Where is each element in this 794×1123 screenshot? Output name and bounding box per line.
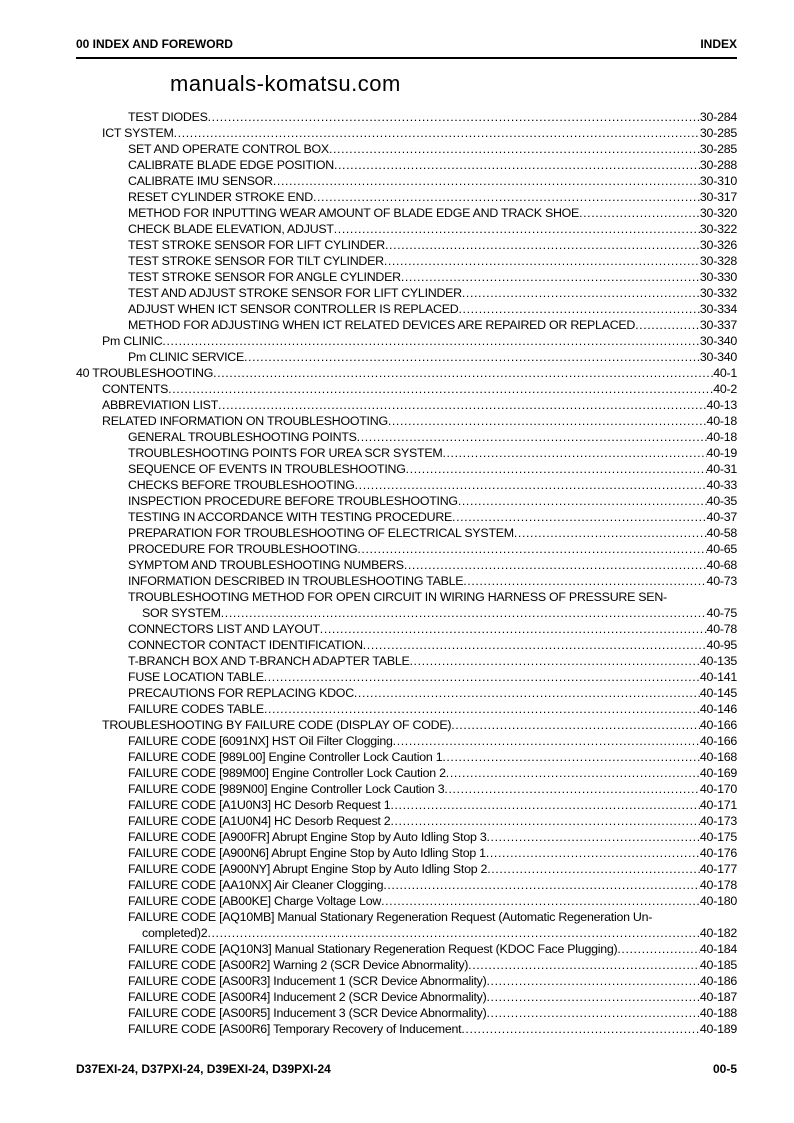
toc-entry-page: 30-285: [699, 126, 737, 140]
toc-entry-title: TEST AND ADJUST STROKE SENSOR FOR LIFT CYLINDER: [128, 286, 462, 300]
toc-entry-title: 40 TROUBLESHOOTING: [76, 366, 214, 380]
dot-leader: [174, 125, 700, 141]
toc-entry-page: 30-340: [699, 350, 737, 364]
toc-entry-title: FAILURE CODE [A900FR] Abrupt Engine Stop by Auto Idling Stop 3: [128, 830, 487, 844]
toc-entry[interactable]: [76, 765, 737, 781]
dot-leader: [244, 349, 700, 365]
page-number: 00-5: [712, 1062, 737, 1076]
dot-leader: [390, 797, 699, 813]
toc-entry[interactable]: [76, 589, 737, 605]
toc-entry[interactable]: [76, 477, 737, 493]
dot-leader: [334, 157, 700, 173]
toc-entry-title: FAILURE CODE [989M00] Engine Controller Lock Caution 2: [128, 766, 446, 780]
toc-entry[interactable]: [76, 109, 737, 125]
toc-entry-page: 40-1: [713, 366, 737, 380]
toc-entry-page: 30-288: [699, 158, 737, 172]
toc-entry[interactable]: [76, 989, 737, 1005]
toc-entry-title: FUSE LOCATION TABLE: [128, 670, 264, 684]
dot-leader: [452, 509, 707, 525]
toc-entry[interactable]: [76, 301, 737, 317]
dot-leader: [264, 669, 700, 685]
toc-entry-page: 30-284: [699, 110, 737, 124]
dot-leader: [383, 877, 700, 893]
toc-entry-title: SET AND OPERATE CONTROL BOX: [128, 142, 329, 156]
toc-entry[interactable]: [76, 333, 737, 349]
dot-leader: [393, 733, 700, 749]
dot-leader: [579, 205, 700, 221]
toc-entry[interactable]: [76, 1021, 737, 1037]
toc-entry-page: 30-320: [699, 206, 737, 220]
page-footer: [76, 1062, 737, 1076]
dot-leader: [635, 317, 700, 333]
dot-leader: [406, 461, 707, 477]
dot-leader: [208, 109, 700, 125]
toc-entry-page: 30-337: [699, 318, 737, 332]
toc-entry-title: TROUBLESHOOTING BY FAILURE CODE (DISPLAY OF CODE): [102, 718, 452, 732]
dot-leader: [461, 1021, 700, 1037]
toc-entry[interactable]: [76, 781, 737, 797]
toc-entry-title: CONNECTOR CONTACT IDENTIFICATION: [128, 638, 363, 652]
toc-entry-title: FAILURE CODE [989N00] Engine Controller Lock Caution 3: [128, 782, 445, 796]
toc-entry[interactable]: [76, 909, 737, 925]
dot-leader: [320, 621, 707, 637]
toc-entry-title: FAILURE CODE [AS00R2] Warning 2 (SCR Device Abnormality): [128, 958, 469, 972]
toc-entry-title: FAILURE CODE [AB00KE] Charge Voltage Low: [128, 894, 382, 908]
toc-entry-title: TROUBLESHOOTING POINTS FOR UREA SCR SYSTEM: [128, 446, 443, 460]
toc-entry-page: 40-68: [706, 558, 737, 572]
toc-entry-page: 30-340: [699, 334, 737, 348]
toc-entry-title: FAILURE CODE [A1U0N3] HC Desorb Request 1: [128, 798, 391, 812]
toc-entry[interactable]: [76, 717, 737, 733]
toc-entry[interactable]: [76, 525, 737, 541]
toc-entry-page: 40-180: [699, 894, 737, 908]
toc-entry-page: 40-184: [699, 942, 737, 956]
toc-entry-title: Pm CLINIC SERVICE: [128, 350, 245, 364]
dot-leader: [313, 189, 700, 205]
toc-entry-page: 40-73: [706, 574, 737, 588]
toc-entry[interactable]: [76, 877, 737, 893]
dot-leader: [162, 333, 700, 349]
toc-entry-title: FAILURE CODE [A900N6] Abrupt Engine Stop by Auto Idling Stop 1: [128, 846, 486, 860]
dot-leader: [442, 445, 706, 461]
toc-entry-page: 40-178: [699, 878, 737, 892]
toc-entry-title: FAILURE CODE [AS00R3] Inducement 1 (SCR Device Abnormality): [128, 974, 487, 988]
toc-entry-continuation[interactable]: [76, 925, 737, 941]
toc-entry-title: ABBREVIATION LIST: [102, 398, 219, 412]
toc-entry-title: CHECKS BEFORE TROUBLESHOOTING: [128, 478, 355, 492]
toc-entry[interactable]: [76, 349, 737, 365]
toc-entry-title: METHOD FOR INPUTTING WEAR AMOUNT OF BLADE EDGE AND TRACK SHOE: [128, 206, 580, 220]
toc-entry[interactable]: [76, 253, 737, 269]
dot-leader: [404, 557, 707, 573]
toc-entry[interactable]: [76, 861, 737, 877]
toc-entry-page: 40-145: [699, 686, 737, 700]
dot-leader: [355, 477, 707, 493]
toc-entry-title: FAILURE CODE [A900NY] Abrupt Engine Stop by Auto Idling Stop 2: [128, 862, 488, 876]
toc-entry-title: TEST DIODES: [128, 110, 208, 124]
toc-entry[interactable]: [76, 317, 737, 333]
toc-entry-page: 40-173: [699, 814, 737, 828]
dot-leader: [221, 605, 707, 621]
toc-entry[interactable]: [76, 845, 737, 861]
toc-entry-title: ICT SYSTEM: [102, 126, 174, 140]
toc-entry-title: FAILURE CODES TABLE: [128, 702, 264, 716]
dot-leader: [213, 365, 713, 381]
toc-entry[interactable]: [76, 365, 737, 381]
toc-entry-title: FAILURE CODE [AS00R4] Inducement 2 (SCR Device Abnormality): [128, 990, 487, 1004]
dot-leader: [451, 717, 700, 733]
dot-leader: [487, 973, 700, 989]
toc-entry[interactable]: [76, 749, 737, 765]
toc-entry-page: 40-187: [699, 990, 737, 1004]
toc-entry[interactable]: [76, 429, 737, 445]
toc-entry-page: 40-18: [706, 430, 737, 444]
dot-leader: [442, 749, 700, 765]
dot-leader: [462, 285, 700, 301]
toc-entry[interactable]: [76, 205, 737, 221]
dot-leader: [514, 525, 707, 541]
toc-entry-title: TEST STROKE SENSOR FOR TILT CYLINDER: [128, 254, 384, 268]
toc-entry-title: PREPARATION FOR TROUBLESHOOTING OF ELECTRICAL SYSTEM: [128, 526, 514, 540]
toc-entry[interactable]: [76, 797, 737, 813]
toc-entry-page: 30-332: [699, 286, 737, 300]
header-index-label: INDEX: [700, 37, 737, 51]
page-header: [76, 37, 737, 59]
dot-leader: [468, 957, 700, 973]
toc-entry[interactable]: [76, 957, 737, 973]
toc-entry-title: TROUBLESHOOTING METHOD FOR OPEN CIRCUIT IN WIRING HARNESS OF PRESSURE SEN-: [128, 590, 667, 604]
toc-entry-page: 40-146: [699, 702, 737, 716]
toc-entry-page: 40-135: [699, 654, 737, 668]
dot-leader: [487, 829, 700, 845]
toc-entry-title: INFORMATION DESCRIBED IN TROUBLESHOOTING TABLE: [128, 574, 464, 588]
toc-entry-title: GENERAL TROUBLESHOOTING POINTS: [128, 430, 357, 444]
toc-entry[interactable]: [76, 189, 737, 205]
toc-entry-title: FAILURE CODE [AS00R6] Temporary Recovery of Inducement: [128, 1022, 462, 1036]
toc-entry[interactable]: [76, 461, 737, 477]
toc-entry[interactable]: [76, 685, 737, 701]
toc-entry-page: 40-95: [706, 638, 737, 652]
toc-entry-page: 40-166: [699, 718, 737, 732]
dot-leader: [168, 381, 713, 397]
toc-entry-title: FAILURE CODE [A1U0N4] HC Desorb Request 2: [128, 814, 391, 828]
dot-leader: [401, 269, 700, 285]
toc-entry-page: 40-176: [699, 846, 737, 860]
toc-entry-page: 40-33: [706, 478, 737, 492]
toc-entry-page: 40-175: [699, 830, 737, 844]
dot-leader: [357, 541, 706, 557]
toc-entry[interactable]: [76, 173, 737, 189]
toc-entry[interactable]: [76, 157, 737, 173]
toc-entry[interactable]: [76, 701, 737, 717]
toc-entry[interactable]: [76, 621, 737, 637]
toc-entry-title: PRECAUTIONS FOR REPLACING KDOC: [128, 686, 354, 700]
toc-entry-title: FAILURE CODE [AS00R5] Inducement 3 (SCR Device Abnormality): [128, 1006, 487, 1020]
toc-entry-title: INSPECTION PROCEDURE BEFORE TROUBLESHOOTING: [128, 494, 458, 508]
toc-entry[interactable]: [76, 557, 737, 573]
toc-entry-page: 30-334: [699, 302, 737, 316]
dot-leader: [264, 701, 700, 717]
toc-entry[interactable]: [76, 893, 737, 909]
toc-entry-page: 40-13: [706, 398, 737, 412]
watermark: manuals-komatsu.com: [170, 71, 401, 96]
toc-entry-page: 40-166: [699, 734, 737, 748]
table-of-contents: [76, 109, 737, 1037]
dot-leader: [354, 685, 700, 701]
toc-entry[interactable]: [76, 829, 737, 845]
toc-entry[interactable]: [76, 237, 737, 253]
dot-leader: [487, 989, 700, 1005]
toc-entry-page: 30-322: [699, 222, 737, 236]
toc-entry[interactable]: [76, 637, 737, 653]
toc-entry-title: RESET CYLINDER STROKE END: [128, 190, 313, 204]
toc-entry-page: 30-317: [699, 190, 737, 204]
toc-entry-title: CALIBRATE BLADE EDGE POSITION: [128, 158, 334, 172]
toc-entry-page: 40-189: [699, 1022, 737, 1036]
dot-leader: [390, 813, 699, 829]
toc-entry-title: FAILURE CODE [AQ10N3] Manual Stationary Regeneration Request (KDOC Face Plugging): [128, 942, 618, 956]
toc-entry-title: FAILURE CODE [6091NX] HST Oil Filter Clogging: [128, 734, 393, 748]
toc-entry[interactable]: [76, 285, 737, 301]
toc-entry-page: 40-185: [699, 958, 737, 972]
toc-entry-title: CONTENTS: [102, 382, 169, 396]
dot-leader: [458, 493, 707, 509]
toc-entry-title: PROCEDURE FOR TROUBLESHOOTING: [128, 542, 358, 556]
toc-entry-page: 40-188: [699, 1006, 737, 1020]
dot-leader: [273, 173, 700, 189]
toc-entry[interactable]: [76, 941, 737, 957]
toc-entry-page: 40-186: [699, 974, 737, 988]
dot-leader: [357, 429, 707, 445]
toc-entry-title-continued: completed)2: [142, 926, 208, 940]
toc-entry-title: CONNECTORS LIST AND LAYOUT: [128, 622, 320, 636]
dot-leader: [486, 845, 700, 861]
toc-entry[interactable]: [76, 141, 737, 157]
toc-entry-continuation[interactable]: [76, 605, 737, 621]
toc-entry[interactable]: [76, 733, 737, 749]
toc-entry[interactable]: [76, 221, 737, 237]
toc-entry-title: FAILURE CODE [989L00] Engine Controller Lock Caution 1: [128, 750, 443, 764]
toc-entry-title: METHOD FOR ADJUSTING WHEN ICT RELATED DEVICES ARE REPAIRED OR REPLACED: [128, 318, 636, 332]
dot-leader: [334, 221, 700, 237]
toc-entry-page: 40-31: [706, 462, 737, 476]
toc-entry-page: 30-330: [699, 270, 737, 284]
toc-entry-page: 40-168: [699, 750, 737, 764]
toc-entry[interactable]: [76, 813, 737, 829]
toc-entry[interactable]: [76, 1005, 737, 1021]
dot-leader: [444, 781, 700, 797]
dot-leader: [617, 941, 700, 957]
toc-entry[interactable]: [76, 493, 737, 509]
dot-leader: [463, 573, 706, 589]
dot-leader: [487, 1005, 700, 1021]
toc-entry[interactable]: [76, 509, 737, 525]
toc-entry-title-continued: SOR SYSTEM: [142, 606, 221, 620]
dot-leader: [446, 765, 700, 781]
section-title: 00 INDEX AND FOREWORD: [76, 37, 233, 51]
toc-entry-page: 40-2: [713, 382, 737, 396]
toc-entry-title: TEST STROKE SENSOR FOR ANGLE CYLINDER: [128, 270, 401, 284]
toc-entry-title: RELATED INFORMATION ON TROUBLESHOOTING: [102, 414, 388, 428]
toc-entry-title: TEST STROKE SENSOR FOR LIFT CYLINDER: [128, 238, 385, 252]
toc-entry-title: T-BRANCH BOX AND T-BRANCH ADAPTER TABLE: [128, 654, 410, 668]
dot-leader: [458, 301, 699, 317]
toc-entry-page: 30-285: [699, 142, 737, 156]
toc-entry-page: 40-170: [699, 782, 737, 796]
toc-entry[interactable]: [76, 653, 737, 669]
dot-leader: [410, 653, 700, 669]
toc-entry-page: 30-326: [699, 238, 737, 252]
toc-entry-page: 40-19: [706, 446, 737, 460]
toc-entry[interactable]: [76, 269, 737, 285]
toc-entry-page: 40-18: [706, 414, 737, 428]
toc-entry-title: Pm CLINIC: [102, 334, 163, 348]
toc-entry-page: 30-310: [699, 174, 737, 188]
dot-leader: [487, 861, 700, 877]
dot-leader: [384, 253, 700, 269]
toc-entry-title: TESTING IN ACCORDANCE WITH TESTING PROCEDURE: [128, 510, 453, 524]
toc-entry-title: SYMPTOM AND TROUBLESHOOTING NUMBERS: [128, 558, 404, 572]
dot-leader: [329, 141, 700, 157]
toc-entry-page: 40-182: [699, 926, 737, 940]
toc-entry-page: 30-328: [699, 254, 737, 268]
dot-leader: [218, 397, 707, 413]
toc-entry-page: 40-177: [699, 862, 737, 876]
toc-entry[interactable]: [76, 573, 737, 589]
toc-entry-page: 40-75: [706, 606, 737, 620]
toc-entry-title: SEQUENCE OF EVENTS IN TROUBLESHOOTING: [128, 462, 406, 476]
model-list: D37EXI-24, D37PXI-24, D39EXI-24, D39PXI-24: [76, 1062, 331, 1076]
toc-entry-title: CALIBRATE IMU SENSOR: [128, 174, 273, 188]
toc-entry-page: 40-37: [706, 510, 737, 524]
toc-entry-page: 40-171: [699, 798, 737, 812]
toc-entry-page: 40-35: [706, 494, 737, 508]
toc-entry[interactable]: [76, 669, 737, 685]
dot-leader: [207, 925, 699, 941]
dot-leader: [363, 637, 707, 653]
toc-entry[interactable]: [76, 397, 737, 413]
toc-entry[interactable]: [76, 413, 737, 429]
toc-entry-title: CHECK BLADE ELEVATION, ADJUST: [128, 222, 334, 236]
dot-leader: [381, 893, 700, 909]
toc-entry-title: FAILURE CODE [AQ10MB] Manual Stationary Regeneration Request (Automatic Regeneration Un-: [128, 910, 653, 924]
dot-leader: [385, 237, 700, 253]
toc-entry-title: FAILURE CODE [AA10NX] Air Cleaner Clogging: [128, 878, 384, 892]
toc-entry-page: 40-58: [706, 526, 737, 540]
toc-entry[interactable]: [76, 125, 737, 141]
toc-entry-page: 40-169: [699, 766, 737, 780]
toc-entry-page: 40-141: [699, 670, 737, 684]
toc-entry-title: ADJUST WHEN ICT SENSOR CONTROLLER IS REPLACED: [128, 302, 459, 316]
toc-entry[interactable]: [76, 381, 737, 397]
toc-entry-page: 40-65: [706, 542, 737, 556]
toc-entry[interactable]: [76, 973, 737, 989]
toc-entry[interactable]: [76, 445, 737, 461]
dot-leader: [388, 413, 707, 429]
toc-entry-page: 40-78: [706, 622, 737, 636]
toc-entry[interactable]: [76, 541, 737, 557]
